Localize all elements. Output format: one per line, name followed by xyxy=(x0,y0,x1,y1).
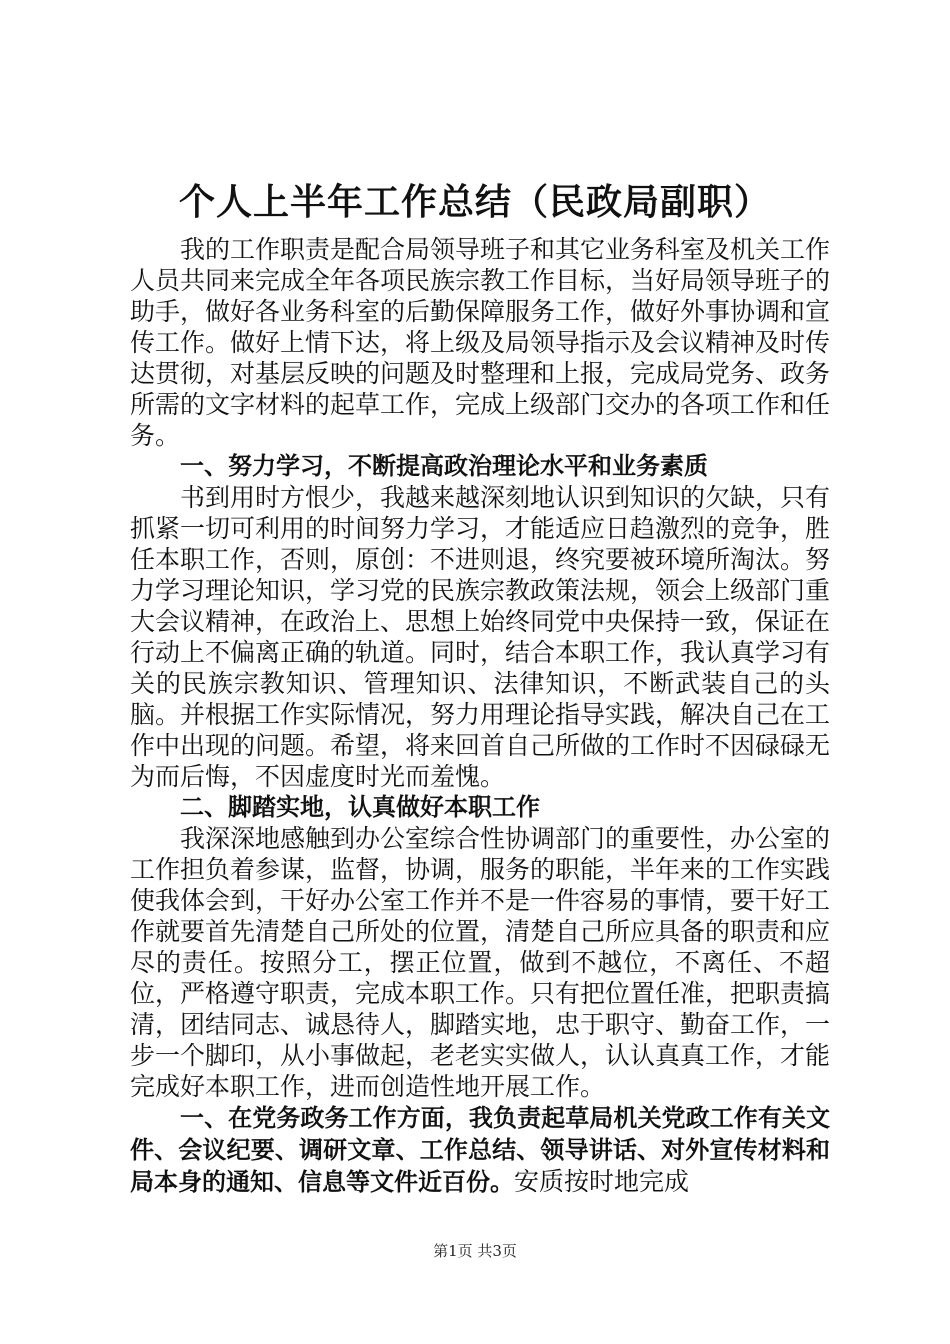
intro-paragraph: 我的工作职责是配合局领导班子和其它业务科室及机关工作人员共同来完成全年各项民族宗教工作目标，当好局领导班子的助手，做好各业务科室的后勤保障服务工作，做好外事协调和宣传工作。做好上情下达，将上级及局领导指示及会议精神及时传达贯彻，对基层反映的问题及时整理和上报，完成局党务、政务所需的文字材料的起草工作，完成上级部门交办的各项工作和任务。 xyxy=(130,235,831,450)
duty-paragraph: 我深深地感触到办公室综合性协调部门的重要性，办公室的工作担负着参谋，监督，协调，服务的职能，半年来的工作实践使我体会到，干好办公室工作并不是一件容易的事情，要干好工作就要首先清楚自己所处的位置，清楚自己所应具备的职责和应尽的责任。按照分工，摆正位置，做到不越位，不离任、不超位，严格遵守职责，完成本职工作。只有把位置任准，把职责搞清，团结同志、诚恳待人，脚踏实地，忠于职守、勤奋工作，一步一个脚印，从小事做起，老老实实做人，认认真真工作，才能完成好本职工作，进而创造性地开展工作。 xyxy=(130,824,831,1101)
study-paragraph: 书到用时方恨少，我越来越深刻地认识到知识的欠缺，只有抓紧一切可利用的时间努力学习，才能适应日趋激烈的竞争，胜任本职工作，否则，原创：不进则退，终究要被环境所淘汰。努力学习理论知识，学习党的民族宗教政策法规，领会上级部门重大会议精神，在政治上、思想上始终同党中央保持一致，保证在行动上不偏离正确的轨道。同时，结合本职工作，我认真学习有关的民族宗教知识、管理知识、法律知识，不断武装自己的头脑。并根据工作实际情况，努力用理论指导实践，解决自己在工作中出现的问题。希望，将来回首自己所做的工作时不因碌碌无为而后悔，不因虚度时光而羞愧。 xyxy=(130,483,831,791)
section-heading-study: 一、努力学习，不断提高政治理论水平和业务素质 xyxy=(180,452,708,480)
party-affairs-paragraph xyxy=(130,1102,830,1198)
party-affairs-continued-text: 安质按时地完成 xyxy=(514,1167,690,1196)
document-body xyxy=(130,234,830,1198)
page-number-footer: 第1页 共3页 xyxy=(433,1242,517,1260)
party-affairs-bold-text: 一、在党务政务工作方面，我负责起草局机关党政工作有关文件、会议纪要、调研文章、工作总结、领导讲话、对外宣传材料和局本身的通知、信息等文件近百份。 xyxy=(130,1104,830,1196)
page-title: 个人上半年工作总结（民政局副职） xyxy=(178,182,771,223)
section-heading-duty: 二、脚踏实地，认真做好本职工作 xyxy=(180,793,540,821)
